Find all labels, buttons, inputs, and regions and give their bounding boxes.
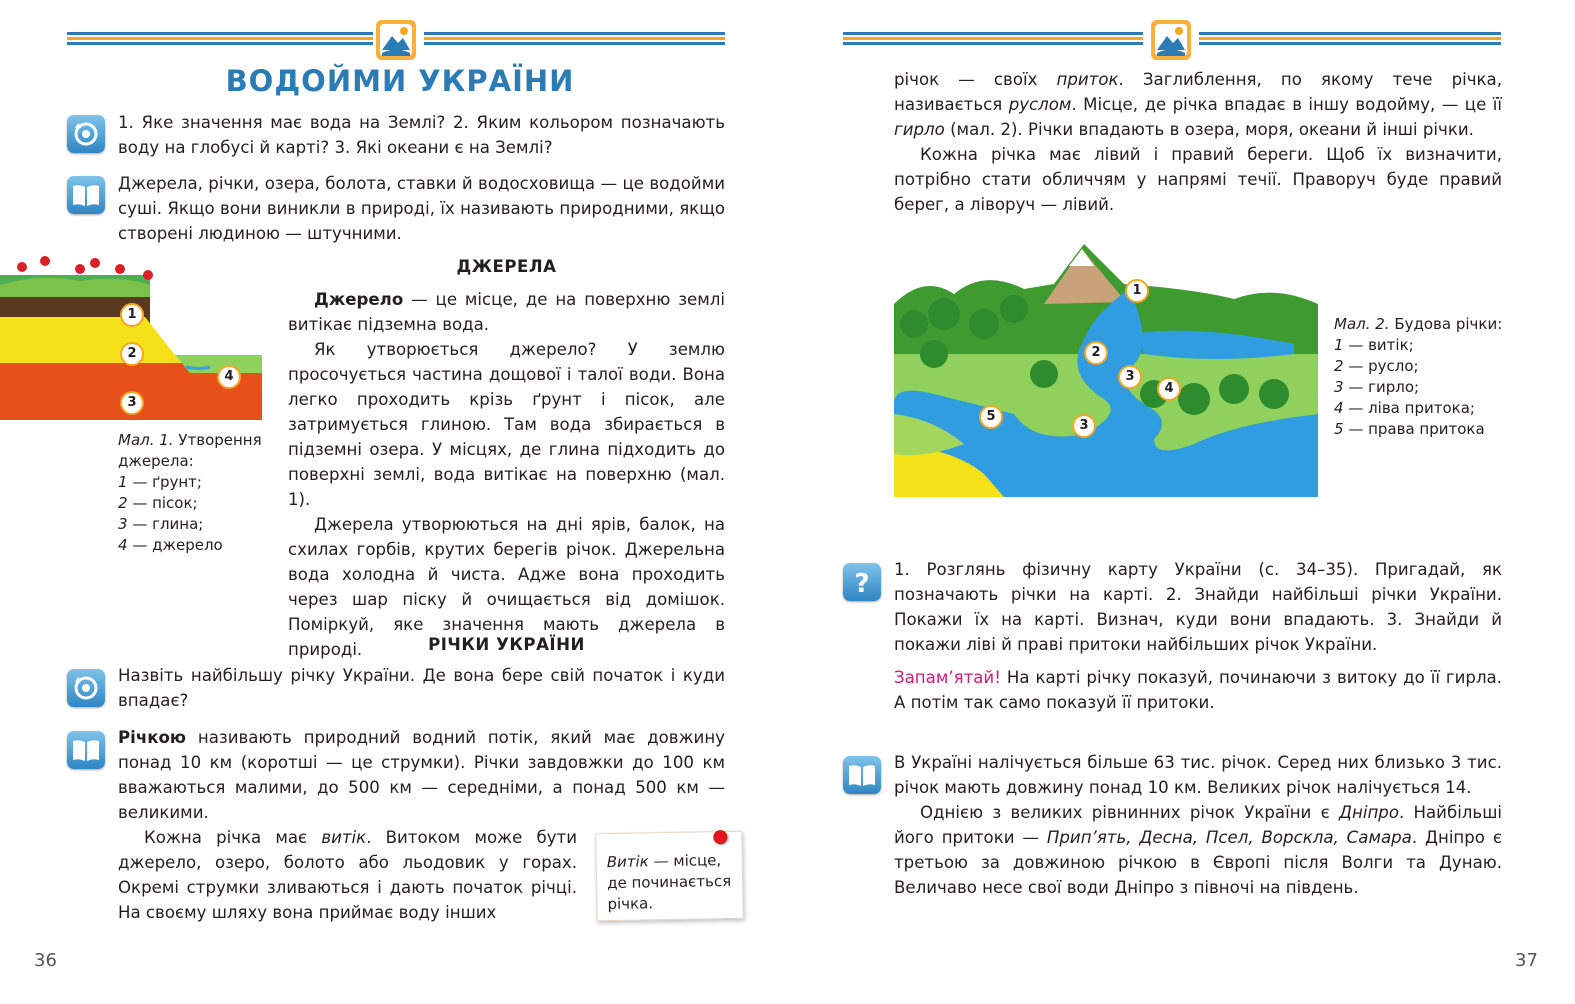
header-stripes-left — [67, 32, 373, 50]
fig2-legend-item: 1 — витік; — [1334, 336, 1414, 354]
fig1-marker-1: 1 — [120, 303, 144, 327]
remember-label: Запам’ятай! — [894, 668, 1001, 687]
mountain-logo-icon — [376, 20, 416, 60]
spring-illustration — [0, 255, 262, 420]
river-banks-paragraph: Кожна річка має лівий і правий береги. Щоб їх визначити, потрібно стати обличчям у напрямі течії. Праворуч буде правий берег, а ліворуч — лівий. — [894, 145, 1502, 214]
spring-paragraph-3: Джерела утворюються на дні ярів, балок, на схилах горбів, крутих берегів річок. Джерельна вода холодна й чиста. Адже вона проходить через шар піску й очищається від домішок. Поміркуй, яке значення мають джерела в природі. — [288, 515, 725, 659]
dnipro-paragraph: Однією з великих рівнинних річок України є Дніпро. Найбільші його притоки — Прип’ять, Десна, Псел, Ворскла, Самара. Дніпро є третьою за довжиною річкою в Європі після Волги та Дунаю. Величаво несе свої води Дніпро з півночі на південь. — [894, 803, 1502, 897]
repeat-icon — [67, 669, 105, 707]
river-structure-illustration — [894, 244, 1318, 497]
springs-heading: ДЖЕРЕЛА — [456, 257, 557, 276]
note-text: — місце, де починається річка. — [606, 851, 732, 914]
ukraine-rivers-text — [894, 750, 1502, 900]
river-paragraph-2: Кожна річка має витік. Витоком може бути джерело, озеро, болото або льодовик у горах. Окремі струмки зливаються і дають початок річці. На своєму шляху вона приймає воду інших — [118, 828, 577, 922]
fig1-legend-item: 4 — джерело — [118, 536, 223, 554]
book-icon — [843, 756, 881, 794]
page-number-left: 36 — [34, 950, 57, 971]
fig1-caption-label: Мал. 1. — [118, 431, 174, 449]
intro-paragraph: Джерела, річки, озера, болота, ставки й водосховища — це водойми суші. Якщо вони виникли в природі, їх називають природними, якщо створені людиною — штучними. — [118, 174, 725, 243]
header-stripes-left-2 — [424, 32, 725, 50]
question-icon — [843, 563, 881, 601]
fig1-marker-2: 2 — [120, 342, 144, 366]
fig2-legend-item: 5 — права притока — [1334, 420, 1485, 438]
spring-term: Джерело — [314, 290, 404, 309]
review-questions: 1. Яке значення має вода на Землі? 2. Яким кольором позначають воду на глобусі й карті? 3. Які океани є на Землі? — [118, 113, 725, 157]
fig1-legend-item: 1 — ґрунт; — [118, 473, 202, 491]
mountain-logo-icon — [1151, 20, 1191, 60]
header-stripes-right — [843, 32, 1143, 50]
tasks-paragraph: 1. Розглянь фізичну карту України (с. 34–35). Пригадай, як позначають річки на карті. 2. Знайди найбільші річки України. Покажи їх на карті. Визнач, куди вони впадають. 3. Знайди й покажи ліві й праві притоки найбільших річок України. — [894, 560, 1502, 654]
header-stripes-right-2 — [1199, 32, 1501, 50]
left-page — [0, 0, 787, 1004]
rivers-count-paragraph: В Україні налічується більше 63 тис. річок. Серед них близько 3 тис. річок мають довжину понад 10 км. Великих річок налічується 14. — [894, 753, 1502, 797]
fig2-marker-2: 2 — [1084, 341, 1108, 365]
page-number-right: 37 — [1515, 950, 1538, 971]
fig2-caption — [1334, 314, 1514, 440]
right-page — [787, 0, 1575, 1004]
springs-text: Джерело — це місце, де на поверхню землі витікає підземна вода. Як утворюється джерело? У землю просочується частина дощової і талої води. Вона легко проходить крізь ґрунт і пісок, але затримується глиною. Там вода збирається в підземні озера. У місцях, де глина підходить до поверхні землі, вода витікає на поверхню (мал. 1). Джерела утворюються на дні ярів, балок, на схилах горбів, крутих берегів річок. Джерельна вода холодна й чиста. Адже вона проходить через шар піску й очищається від домішок. Поміркуй, яке значення мають джерела в природі. — [288, 287, 725, 662]
book-icon — [67, 731, 105, 769]
fig1-legend-item: 3 — глина; — [118, 515, 204, 533]
fig1-caption — [118, 430, 268, 556]
fig1-marker-3: 3 — [120, 391, 144, 415]
page-title: ВОДОЙМИ УКРАЇНИ — [225, 64, 575, 98]
fig2-marker-3b: 3 — [1072, 414, 1096, 438]
fig1-legend-item: 2 — пісок; — [118, 494, 198, 512]
fig2-marker-4: 4 — [1157, 377, 1181, 401]
fig2-caption-text: Будова річки: — [1389, 315, 1503, 333]
remember-paragraph: Запам’ятай! На карті річку показуй, починаючи з витоку до її гирла. А потім так само показуй її притоки. — [894, 668, 1502, 712]
river-definition: Річкою називають природний водний потік, який має довжину понад 10 км (коротші — це струмки). Річки завдовжки до 100 км вважаються малими, до 500 км — середніми, а понад 500 км — великими. — [118, 728, 725, 822]
rivers-heading: РІЧКИ УКРАЇНИ — [428, 635, 585, 654]
river-parts-paragraph: річок — своїх приток. Заглиблення, по якому тече річка, називається руслом. Місце, де річка впадає в іншу водойму, — це її гирло (мал. 2). Річки впадають в озера, моря, океани й інші річки. — [894, 70, 1502, 139]
review-question-river: Назвіть найбільшу річку України. Де вона бере свій початок і куди впадає? — [118, 666, 725, 710]
fig2-marker-1: 1 — [1125, 279, 1149, 303]
svg-text:?: ? — [854, 569, 870, 599]
fig2-legend-item: 4 — ліва притока; — [1334, 399, 1475, 417]
fig1-caption-text: Утворення джерела: — [118, 431, 262, 470]
note-term: Витік — [606, 852, 649, 872]
river-term: Річкою — [118, 728, 187, 747]
fig2-legend-item: 2 — русло; — [1334, 357, 1419, 375]
fig2-legend-item: 3 — гирло; — [1334, 378, 1420, 396]
fig2-marker-3a: 3 — [1118, 365, 1142, 389]
spring-paragraph-2: Як утворюється джерело? У землю просочується частина дощової і талої води. Вона легко проходить крізь ґрунт і пісок, але затримується глиною. Там вода збирається в підземні озера. У місцях, де глина підходить до поверхні землі, вода витікає на поверхню (мал. 1). — [288, 340, 725, 509]
river-text — [894, 67, 1502, 217]
fig2-marker-5: 5 — [979, 405, 1003, 429]
repeat-icon — [67, 115, 105, 153]
fig2-caption-label: Мал. 2. — [1334, 315, 1390, 333]
book-icon — [67, 176, 105, 214]
definition-note — [595, 831, 744, 922]
fig1-marker-4: 4 — [217, 365, 241, 389]
